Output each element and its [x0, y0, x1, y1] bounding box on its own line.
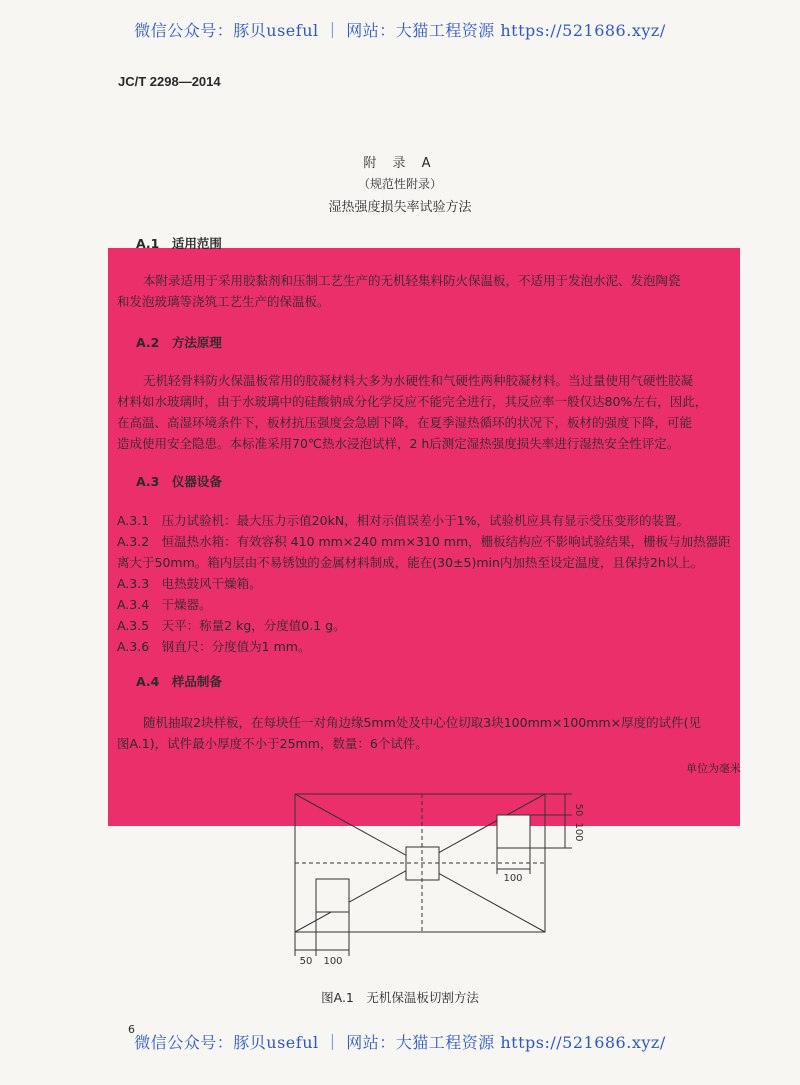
- dim-label-100-right: 100: [573, 822, 584, 842]
- a2-line-2: 材料如水玻璃时，由于水玻璃中的硅酸钠成分化学反应不能完全进行，其反应率一般仅达80%左右，因此，: [117, 394, 708, 409]
- standard-code: JC/T 2298—2014: [118, 74, 221, 89]
- dim-label-50-right: 50: [573, 803, 584, 817]
- appendix-subtitle: （规范性附录）: [357, 177, 442, 191]
- a1-line-1: 本附录适用于采用胶黏剂和压制工艺生产的无机轻集料防火保温板，不适用于发泡水泥、发泡陶瓷: [143, 273, 681, 288]
- page-number: 6: [128, 1023, 135, 1036]
- dim-label-50-bottom: 50: [299, 956, 313, 967]
- a3-line-5: A.3.4 干燥器。: [117, 597, 212, 612]
- a4-line-1: 随机抽取2块样板，在每块任一对角边缘5mm处及中心位切取3块100mm×100mm×厚度的试件(见: [143, 715, 701, 730]
- a3-line-3: 离大于50mm。箱内层由不易锈蚀的金属材料制成，能在(30±5)min内加热至设定温度，且保持2h以上。: [117, 555, 704, 570]
- section-a4-heading: A.4 样品制备: [136, 674, 222, 689]
- unit-note: 单位为毫米: [686, 762, 741, 775]
- corner-specimen-top-right: [497, 815, 530, 848]
- a2-line-1: 无机轻骨料防火保温板常用的胶凝材料大多为水硬性和气硬性两种胶凝材料。当过量使用气硬性胶凝: [143, 373, 694, 388]
- appendix-name: 湿热强度损失率试验方法: [328, 200, 472, 215]
- appendix-title: 附 录 A: [363, 156, 437, 171]
- corner-specimen-bottom-left: [316, 879, 349, 912]
- figure-caption: 图A.1 无机保温板切割方法: [321, 990, 479, 1005]
- watermark-top: 微信公众号：豚贝useful ｜ 网站：大猫工程资源 https://521686.xyz/: [134, 21, 666, 40]
- a3-line-6: A.3.5 天平：称量2 kg，分度值0.1 g。: [117, 618, 346, 633]
- cutting-diagram: [280, 784, 584, 974]
- a2-line-3: 在高温、高湿环境条件下，板材抗压强度会急剧下降，在夏季湿热循环的状况下，板材的强度下降，可能: [117, 415, 693, 430]
- section-a3-heading: A.3 仪器设备: [136, 474, 222, 489]
- a3-line-2: A.3.2 恒温热水箱：有效容积 410 mm×240 mm×310 mm，栅板结构应不影响试验结果，栅板与加热器距: [117, 534, 731, 549]
- a1-line-2: 和发泡玻璃等浇筑工艺生产的保温板。: [117, 294, 330, 309]
- a3-line-4: A.3.3 电热鼓风干燥箱。: [117, 576, 262, 591]
- a3-line-7: A.3.6 钢直尺：分度值为1 mm。: [117, 639, 311, 654]
- a2-line-4: 造成使用安全隐患。本标准采用70℃热水浸泡试样，2 h后测定湿热强度损失率进行湿热安全性评定。: [117, 436, 680, 451]
- section-a2-heading: A.2 方法原理: [136, 335, 222, 350]
- watermark-bottom: 微信公众号：豚贝useful ｜ 网站：大猫工程资源 https://521686.xyz/: [134, 1033, 666, 1052]
- a4-line-2: 图A.1)，试件最小厚度不小于25mm，数量：6个试件。: [117, 736, 428, 751]
- section-a1-heading: A.1 适用范围: [136, 236, 222, 251]
- a3-line-1: A.3.1 压力试验机：最大压力示值20kN，相对示值误差小于1%，试验机应具有显示受压变形的装置。: [117, 513, 690, 528]
- dim-label-100-mid: 100: [503, 873, 523, 884]
- dim-label-100-bottom: 100: [323, 956, 343, 967]
